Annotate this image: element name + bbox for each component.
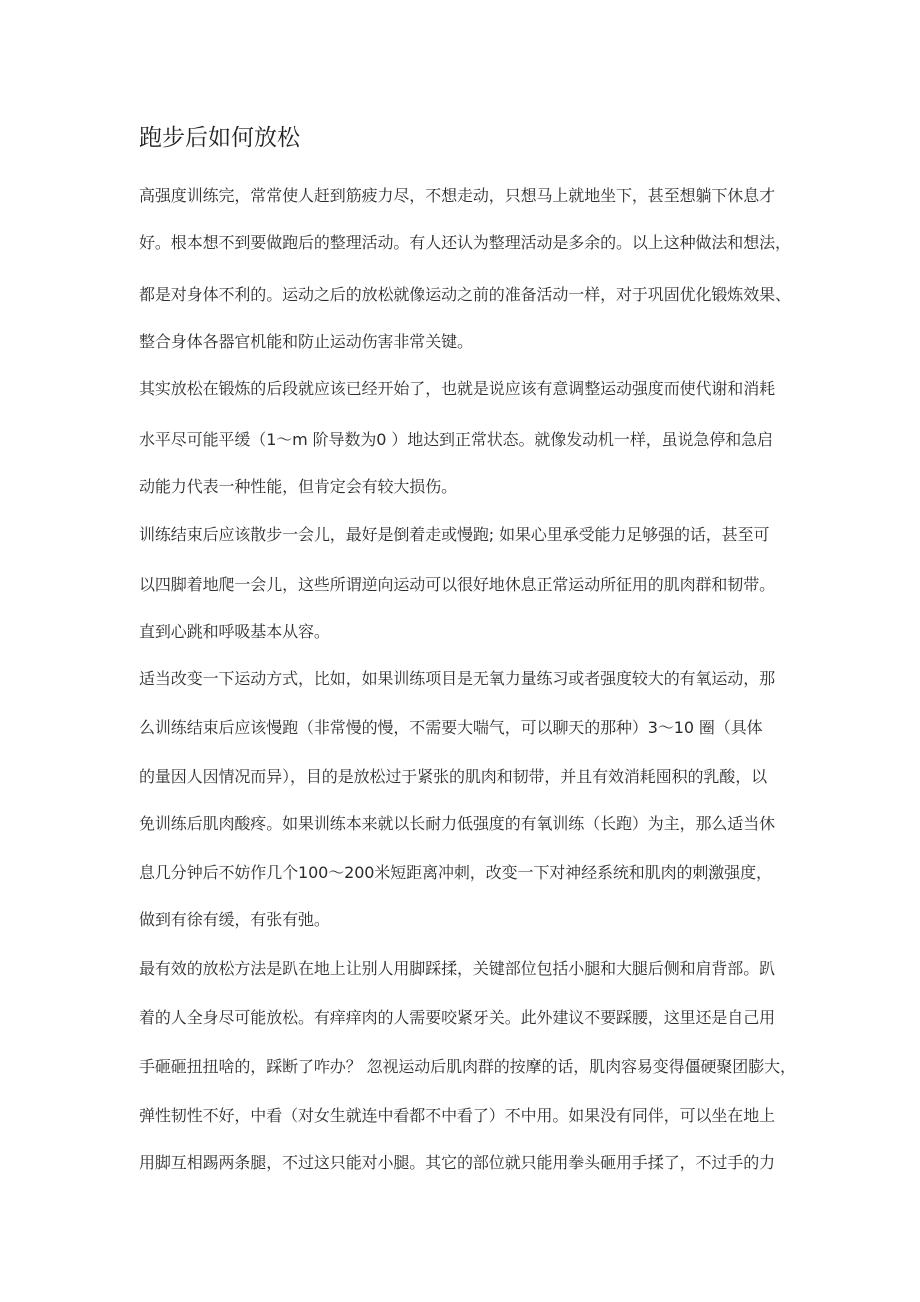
text-line: 动能力代表一种性能，但肯定会有较大损伤。	[139, 477, 458, 496]
text-line: 用脚互相踢两条腿，不过这只能对小腿。其它的部位就只能用拳头砸用手揉了，不过手的力	[139, 1153, 776, 1172]
text-line: 好。根本想不到要做跑后的整理活动。有人还认为整理活动是多余的。以上这种做法和想法，	[139, 233, 791, 252]
text-line: 着的人全身尽可能放松。有痒痒肉的人需要咬紧牙关。此外建议不要踩腰，这里还是自己用	[139, 1008, 776, 1027]
page-title: 跑步后如何放松	[139, 125, 300, 151]
text-line: 高强度训练完，常常使人赶到筋疲力尽，不想走动，只想马上就地坐下，甚至想躺下休息才	[139, 186, 776, 205]
text-line: 适当改变一下运动方式，比如，如果训练项目是无氧力量练习或者强度较大的有氧运动，那	[139, 669, 776, 688]
text-line: 的量因人因情况而异），目的是放松过于紧张的肌肉和韧带，并且有效消耗囤积的乳酸，以	[139, 767, 768, 786]
text-line: 息几分钟后不妨作几个100～200米短距离冲刺，改变一下对神经系统和肌肉的刺激强度，	[139, 863, 772, 882]
text-line: 训练结束后应该散步一会儿，最好是倒着走或慢跑; 如果心里承受能力足够强的话，甚至可	[139, 525, 770, 544]
text-line: 最有效的放松方法是趴在地上让别人用脚踩揉，关键部位包括小腿和大腿后侧和肩背部。趴	[139, 959, 776, 978]
text-line: 弹性韧性不好，中看（对女生就连中看都不中看了）不中用。如果没有同伴，可以坐在地上	[139, 1106, 776, 1125]
text-line: 整合身体各器官机能和防止运动伤害非常关键。	[139, 332, 473, 351]
text-line: 手砸砸扭扭啥的，踩断了咋办？ 忽视运动后肌肉群的按摩的话，肌肉容易变得僵硬聚团膨大，	[139, 1057, 796, 1076]
text-line: 都是对身体不利的。运动之后的放松就像运动之前的准备活动一样，对于巩固优化锻炼效果、	[139, 285, 791, 304]
text-line: 免训练后肌肉酸疼。如果训练本来就以长耐力低强度的有氧训练（长跑）为主，那么适当休	[139, 814, 776, 833]
text-line: 直到心跳和呼吸基本从容。	[139, 622, 330, 641]
text-line: 以四脚着地爬一会儿，这些所谓逆向运动可以很好地休息正常运动所征用的肌肉群和韧带。	[139, 575, 776, 594]
text-line: 做到有徐有缓，有张有弛。	[139, 910, 330, 929]
text-line: 水平尽可能平缓（1～m 阶导数为0 ）地达到正常状态。就像发动机一样，虽说急停和急启	[139, 430, 773, 449]
text-line: 么训练结束后应该慢跑（非常慢的慢，不需要大喘气，可以聊天的那种）3～10 圈（具体	[139, 718, 763, 737]
text-line: 其实放松在锻炼的后段就应该已经开始了，也就是说应该有意调整运动强度而使代谢和消耗	[139, 379, 776, 398]
